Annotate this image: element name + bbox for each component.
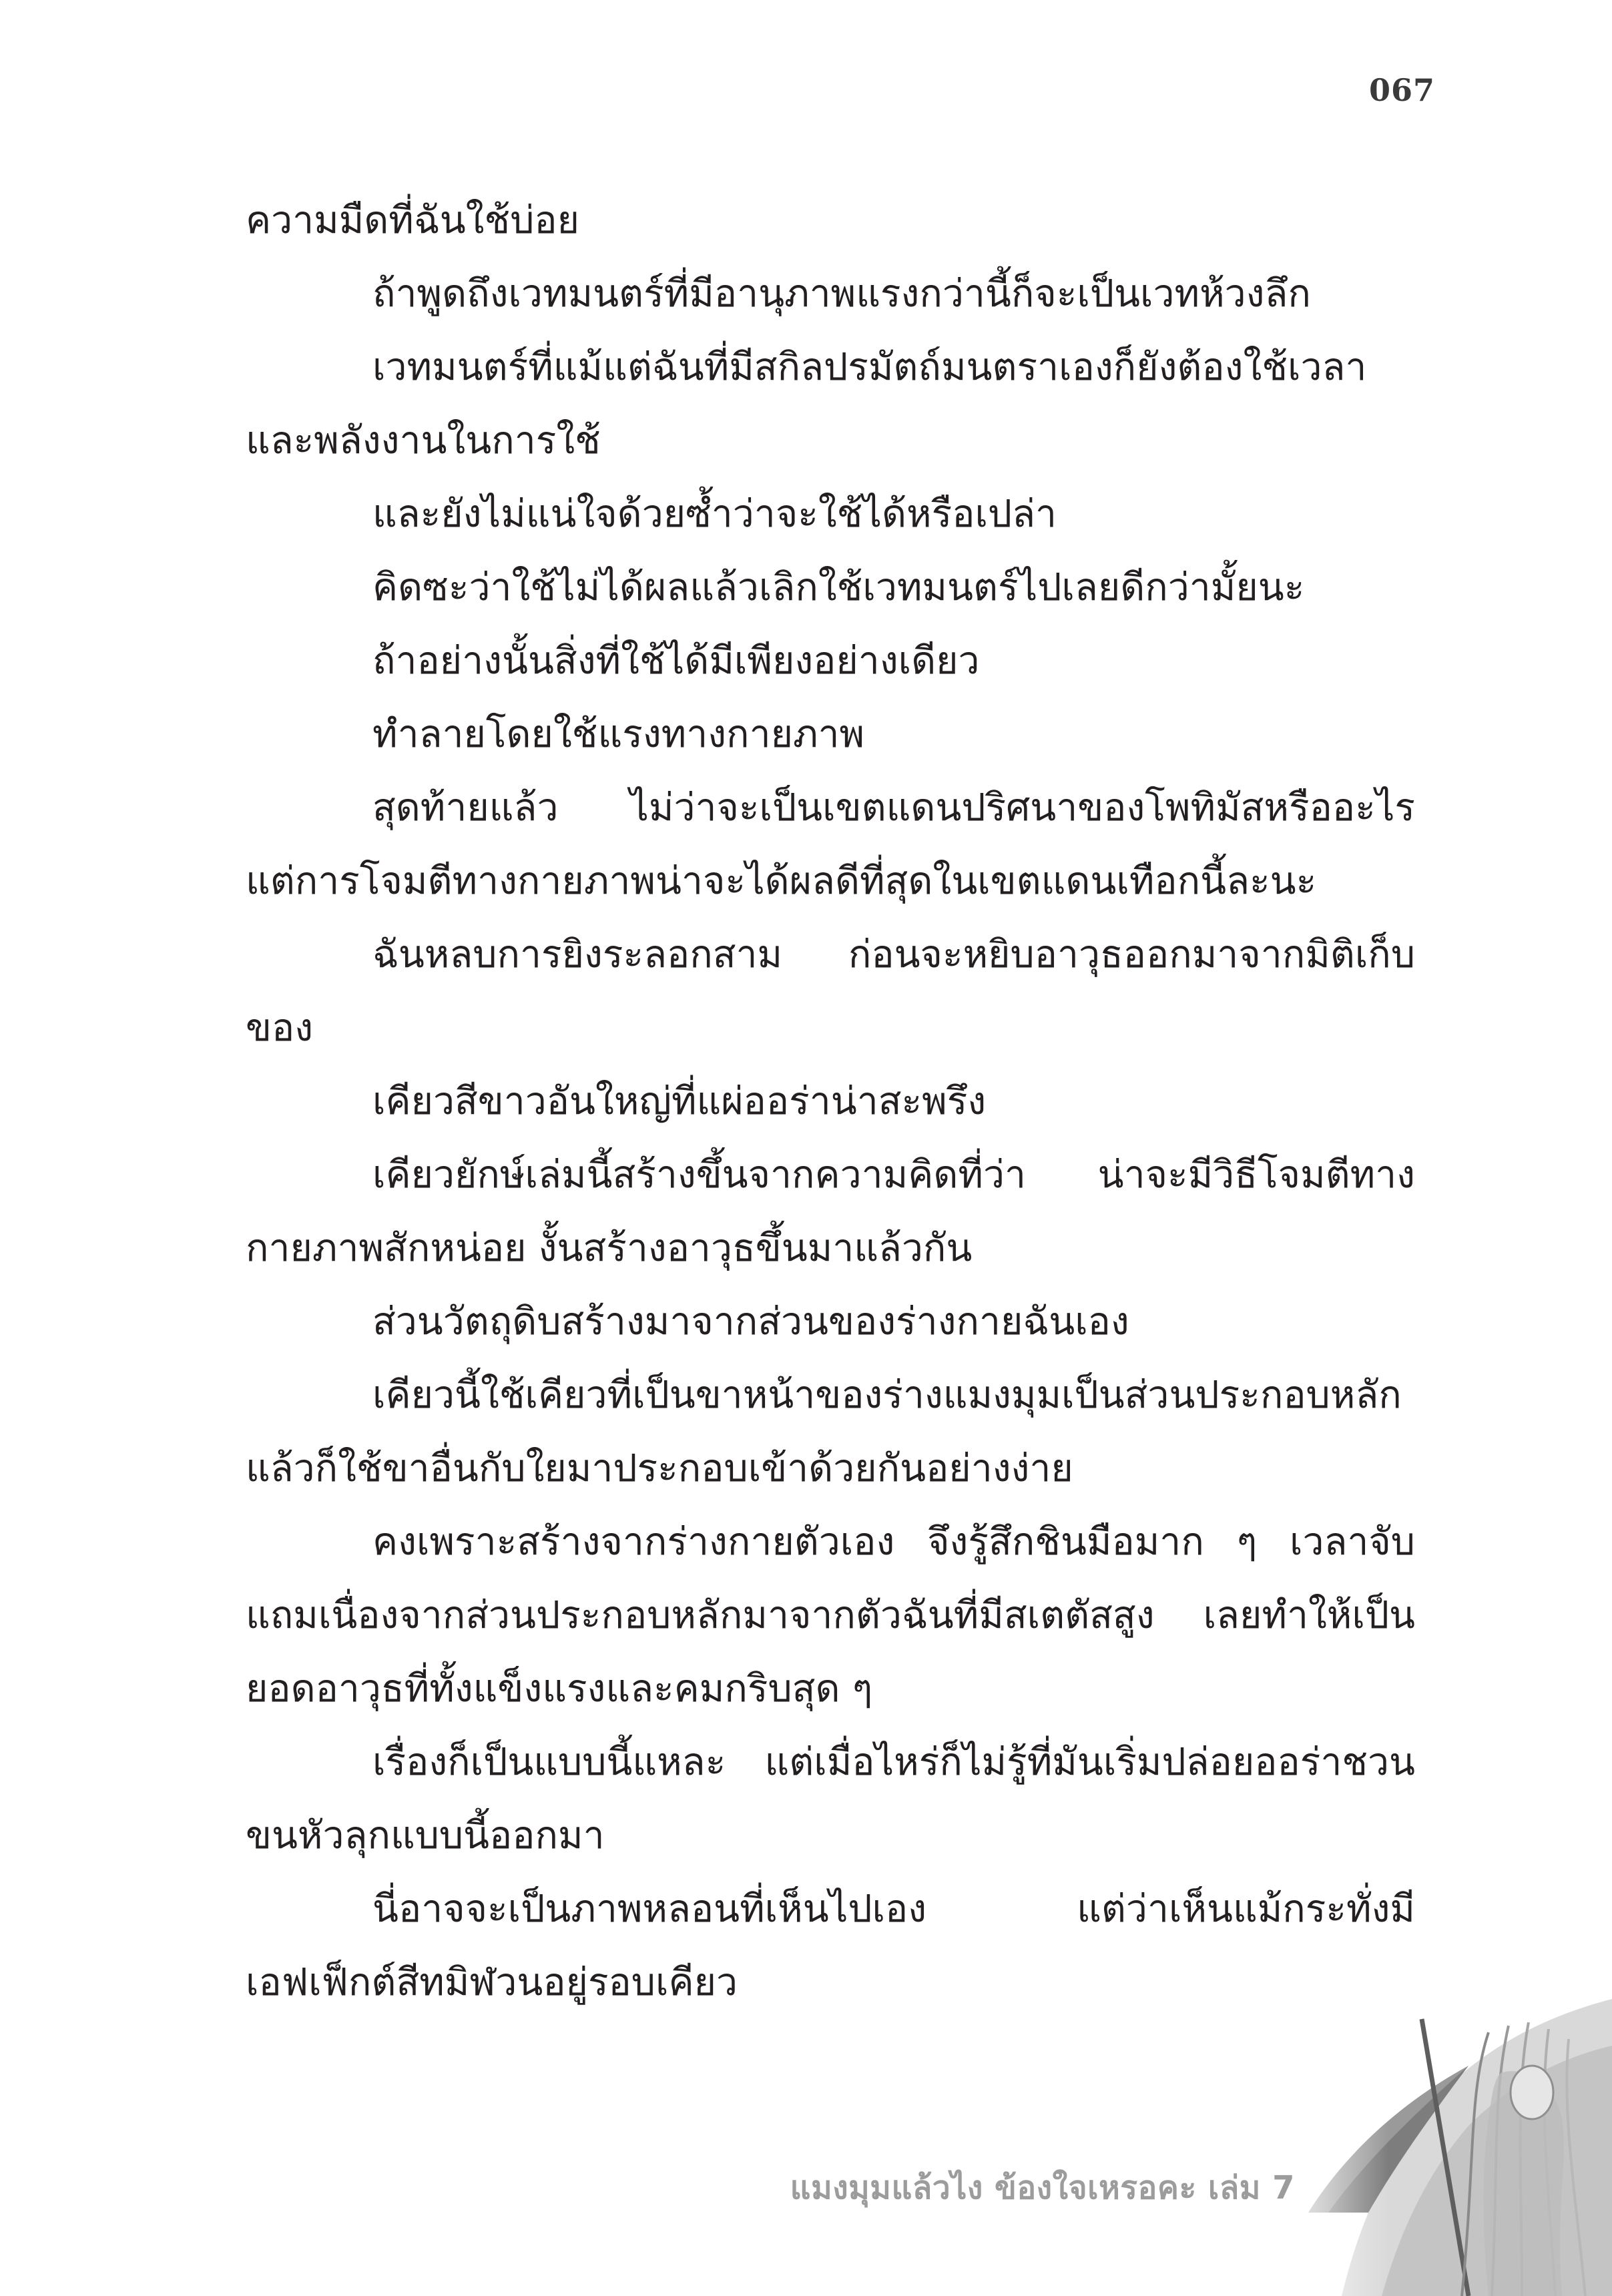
page-number: 067 xyxy=(1368,72,1435,108)
paragraph: เวทมนตร์ที่แม้แต่ฉันที่มีสกิลปรมัตถ์มนตราเองก็ยังต้องใช้เวลาและพลังงานในการใช้ xyxy=(246,345,1367,463)
paragraph: เรื่องก็เป็นแบบนี้แหละ แต่เมื่อไหร่ก็ไม่รู้ที่มันเริ่มปล่อยออร่าชวนขนหัวลุกแบบนี้ออกมา xyxy=(246,1740,1415,1857)
paragraph: เคียวสีขาวอันใหญ่ที่แผ่ออร่าน่าสะพรึง xyxy=(372,1079,987,1123)
paragraph: นี่อาจจะเป็นภาพหลอนที่เห็นไปเอง แต่ว่าเห็นแม้กระทั่งมีเอฟเฟ็กต์สีทมิฬวนอยู่รอบเคียว xyxy=(246,1887,1415,2004)
paragraph: คงเพราะสร้างจากร่างกายตัวเอง จึงรู้สึกชินมือมาก ๆ เวลาจับแถมเนื่องจากส่วนประกอบหลักมาจากตัวฉันที่มีสเตตัสสูง เลยทำให้เป็นยอดอาวุธที่ทั้งแข็งแรงและคมกริบสุด ๆ xyxy=(246,1520,1415,1711)
paragraph: ฉันหลบการยิงระลอกสาม ก่อนจะหยิบอาวุธออกมาจากมิติเก็บของ xyxy=(246,932,1415,1050)
paragraph: ความมืดที่ฉันใช้บ่อย xyxy=(246,198,580,242)
paragraph: ถ้าอย่างนั้นสิ่งที่ใช้ได้มีเพียงอย่างเดียว xyxy=(372,639,980,683)
book-title-footer: แมงมุมแล้วไง ข้องใจเหรอคะ เล่ม 7 xyxy=(790,2169,1295,2207)
paragraph: ส่วนวัตถุดิบสร้างมาจากส่วนของร่างกายฉันเอง xyxy=(372,1300,1129,1344)
paragraph: เคียวยักษ์เล่มนี้สร้างขึ้นจากความคิดที่ว่า น่าจะมีวิธีโจมตีทางกายภาพสักหน่อย งั้นสร้างอาวุธขึ้นมาแล้วกัน xyxy=(246,1153,1415,1270)
character-illustration xyxy=(1268,1992,1612,2296)
paragraph: เคียวนี้ใช้เคียวที่เป็นขาหน้าของร่างแมงมุมเป็นส่วนประกอบหลัก แล้วก็ใช้ขาอื่นกับใยมาประกอบเข้าด้วยกันอย่างง่าย xyxy=(246,1373,1402,1490)
paragraph: คิดซะว่าใช้ไม่ได้ผลแล้วเลิกใช้เวทมนตร์ไปเลยดีกว่ามั้ยนะ xyxy=(372,565,1305,609)
body-text xyxy=(246,184,1415,2019)
paragraph: และยังไม่แน่ใจด้วยซ้ำว่าจะใช้ได้หรือเปล่า xyxy=(372,492,1057,536)
paragraph: ทำลายโดยใช้แรงทางกายภาพ xyxy=(372,712,865,756)
paragraph: สุดท้ายแล้ว ไม่ว่าจะเป็นเขตแดนปริศนาของโพทิมัสหรืออะไร แต่การโจมตีทางกายภาพน่าจะได้ผลดีที่สุดในเขตแดนเทือกนี้ละนะ xyxy=(246,786,1415,903)
paragraph: ถ้าพูดถึงเวทมนตร์ที่มีอานุภาพแรงกว่านี้ก็จะเป็นเวทห้วงลึก xyxy=(372,272,1311,316)
